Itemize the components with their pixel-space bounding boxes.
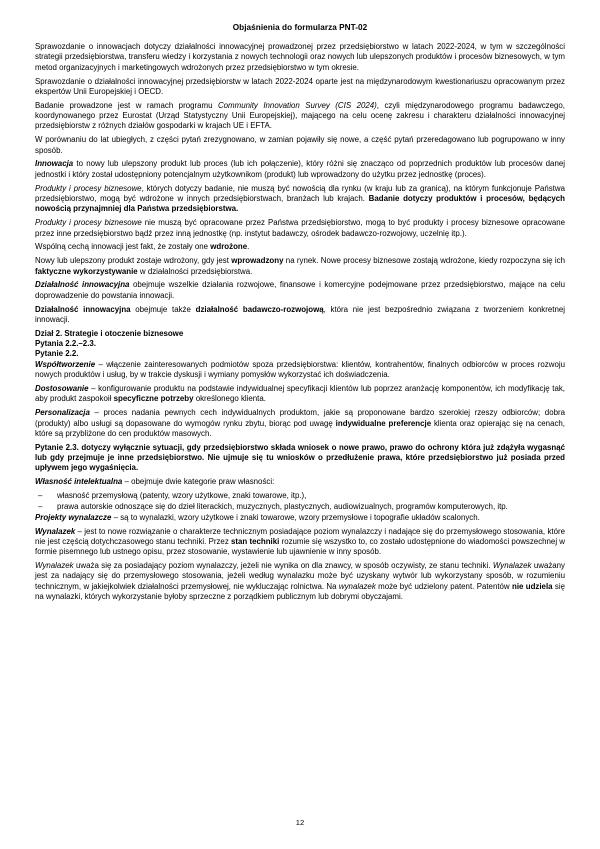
section-heading-dzial-2: Dział 2. Strategie i otoczenie biznesowe	[35, 328, 184, 338]
text-c: klienta oraz opierając się na cenach, które są przybliżone do cen produktów masowych.	[35, 418, 565, 438]
term-wspoltworzenie: Współtworzenie	[35, 359, 96, 369]
text-c: rozumie się wszystko to, co zostało udostępnione do wiadomości powszechnej w formie pisemnego lub ustnego opisu, przez stosowanie, wystawienie lub ujawnienie w inny sposób.	[35, 536, 566, 557]
term-innowacja: Innowacja	[35, 159, 74, 169]
page-number: 12	[295, 818, 305, 827]
definition-produkty-1	[35, 184, 565, 215]
emphasis-badawczo-rozwojowa: działalność badawczo-rozwojową	[195, 304, 324, 314]
term-personalizacja: Personalizacja	[35, 408, 90, 418]
emphasis-badanie-dotyczy: Badanie dotyczy produktów i procesów, będących nowością przynajmniej dla Państwa przedsiębiorstwa.	[35, 193, 565, 214]
paragraph-intro-4	[35, 135, 565, 156]
emphasis-faktyczne-wykorzystywanie: faktyczne wykorzystywanie	[35, 266, 138, 276]
definition-dzialalnosc-2	[35, 305, 565, 326]
emphasis-stan-techniki: stan techniki	[231, 536, 280, 546]
text-c: , która nie jest bezpośrednio związana z tworzeniem konkretnej innowacji.	[35, 304, 565, 324]
text-e: się na wynalazki, których wykorzystanie byłoby sprzeczne z porządkiem publicznym lub dobrymi obyczajami.	[35, 581, 566, 602]
dash-bullet-icon: –	[38, 501, 43, 511]
emphasis-wprowadzony: wprowadzony	[231, 256, 284, 266]
paragraph-wdrozenie	[35, 256, 565, 277]
questions-range-label: Pytania 2.2.–2.3.	[35, 339, 96, 349]
definition-wlasnosc-intelektualna	[35, 477, 565, 487]
dash-bullet-icon: –	[38, 491, 43, 501]
question-23-note	[35, 443, 565, 474]
definition-personalizacja	[35, 408, 565, 439]
term-produkty-procesy: Produkty i procesy biznesowe	[35, 183, 142, 193]
definition-text: – włączenie zainteresowanych podmiotów spoza przedsiębiorstwa: klientów, kontrahentów, finalnych odbiorców w proces rozwoju nowych produktów i usług, by w trakcie dyskusji i wymiany pomysłów wykorzystać ich doświadczenia.	[35, 359, 565, 380]
definition-text: nie muszą być opracowane przez Państwa przedsiębiorstwo, mogą to być produkty i procesy biznesowe opracowane przez inne przedsiębiorstwo bądź przez inną jednostkę (np. instytut badawczy, ośrodek badawczo-rozwojowy, uczelnię itp.).	[35, 218, 565, 238]
term-wlasnosc-intelektualna: Własność intelektualna	[35, 477, 123, 487]
definition-produkty-2	[35, 218, 565, 239]
program-name-italic: Community Innovation Survey (CIS 2024)	[217, 100, 377, 110]
emphasis-specyficzne-potrzeby: specyficzne potrzeby	[113, 394, 194, 404]
text-c: .	[247, 242, 250, 252]
definition-text: – są to wynalazki, wzory użytkowe i znaki towarowe, wzory przemysłowe i topografie układów scalonych.	[111, 512, 480, 522]
term-produkty-procesy: Produkty i procesy biznesowe	[35, 218, 142, 228]
list-item-label: własność przemysłową (patenty, wzory użytkowe, znaki towarowe, itp.),	[57, 491, 307, 501]
text-c: na rynek. Nowe procesy biznesowe zostają wdrożone, kiedy rozpoczyna się ich	[283, 256, 565, 266]
emphasis-nie-udziela: nie udziela	[512, 581, 553, 591]
text-a: – jest to nowe rozwiązanie o charakterze technicznym posiadające poziom wynalazczy i nadające się do przemysłowego stosowania, które nie jest częścią dotychczasowego stanu techniki. Przez	[35, 526, 565, 546]
text-a: Nowy lub ulepszony produkt zostaje wdrożony, gdy jest	[35, 256, 232, 266]
term-dzialalnosc-innowacyjna: Działalność innowacyjna	[35, 280, 130, 290]
paragraph-wspolna-cecha	[35, 242, 565, 252]
list-item	[35, 502, 565, 512]
term-wynalazek-italic: wynalazek	[338, 581, 376, 591]
term-wynalazek-italic: Wynalazek	[492, 561, 532, 571]
question-23-text: Pytanie 2.3. dotyczy wyłącznie sytuacji, gdy przedsiębiorstwo składa wniosek o nowe prawo, prawo do ochrony która już zdążyła wygasnąć lub gdy przejmuje je inne przedsiębiorstwo. Nie ujmuje się tu wniosków o przedłużenie prawa, które przedsiębiorstwo już posiada przed upływem jego wygaśnięcia.	[35, 442, 565, 473]
definition-text: to nowy lub ulepszony produkt lub proces (lub ich połączenie), który różni się znacząco od poprzednich produktów lub procesów danej jednostki i który został udostępniony potencjalnym użytkownikom (produkt) lub wprowadzony do użytku przez jednostkę (proces).	[35, 159, 565, 179]
paragraph-intro-3	[35, 101, 565, 132]
paragraph-intro-1	[35, 42, 565, 73]
text-a: Wspólną cechą innowacji jest fakt, że zostały one	[35, 242, 211, 252]
emphasis-wdrozone: wdrożone	[210, 242, 248, 252]
paragraph-text: Sprawozdanie o innowacjach dotyczy działalności innowacyjnej prowadzonej przez przedsiębiorstwo w latach 2022-2024, w tym w szczególności strategii przedsiębiorstwa, transferu wiedzy i korzystania z nowych technologii oraz nowych lub ulepszonych produktów i procesów biznesowych, w tym metod organizacyjnych i marketingowych wdrożonych przez przedsiębiorstwo w tym okresie.	[35, 42, 565, 72]
text-a: uważa się za posiadający poziom wynalazczy, jeżeli nie wynika on dla znawcy, w sposób oczywisty, ze stanu techniki.	[73, 561, 493, 571]
definition-text: obejmuje wszelkie działania rozwojowe, finansowe i komercyjne podejmowane przez przedsiębiorstwo, mające na celu doprowadzenie do powstania innowacji.	[35, 280, 565, 300]
text-c: może być udzielony patent. Patentów	[375, 581, 512, 591]
definition-dostosowanie	[35, 384, 565, 405]
term-wynalazek: Wynalazek	[35, 526, 76, 536]
definition-wspoltworzenie	[35, 360, 565, 381]
definition-text: – obejmuje dwie kategorie praw własności:	[122, 477, 275, 487]
paragraph-text-c: , czyli międzynarodowego programu badawczego, koordynowanego przez Eurostat (Urząd Statystyczny Unii Europejskiej), mającego na celu ocenę zakresu i charakteru działalności innowacyjnej przedsiębiorstw z różnych działów gospodarki w krajach UE i EFTA.	[35, 100, 565, 131]
question-22-label: Pytanie 2.2.	[35, 349, 79, 359]
term-dzialalnosc-innowacyjna: Działalność innowacyjna	[35, 304, 131, 314]
paragraph-intro-2	[35, 77, 565, 98]
term-projekty-wynalazcze: Projekty wynalazcze	[35, 512, 112, 522]
page-title: Objaśnienia do formularza PNT-02	[232, 23, 368, 32]
definition-wynalazek-2	[35, 561, 565, 602]
definition-text: , których dotyczy badanie, nie muszą być nowością dla rynku (w kraju lub za granicą), na którym funkcjonuje Państwa przedsiębiorstwo, mogą być wdrożone w innych przedsiębiorstwach, branżach lub krajach.	[35, 183, 565, 203]
definition-wynalazek-1	[35, 527, 565, 558]
text-e: w działalności przedsiębiorstwa.	[137, 266, 253, 276]
emphasis-indywidualne-preferencje: indywidualne preferencje	[335, 418, 432, 428]
list-item-label: prawa autorskie odnoszące się do dzieł literackich, muzycznych, plastycznych, audiowizualnych, programów komputerowych, itp.	[57, 501, 508, 511]
definition-dzialalnosc-1	[35, 280, 565, 301]
term-dostosowanie: Dostosowanie	[35, 383, 89, 393]
definition-innowacja	[35, 159, 565, 180]
ip-categories-list	[35, 491, 565, 512]
text-a: obejmuje także	[130, 304, 196, 314]
text-a: – proces nadania pewnych cech indywidualnych produktom, jakie są proponowane bardzo szerokiej rzeszy odbiorców; dobra (produkty) albo usługi są dopasowane do wymogów rynku zbytu, biorąc pod uwagę	[35, 408, 565, 428]
text-b: uważany jest za nadający się do przemysłowego stosowania, jeżeli według wynalazku może być uzyskany wytwór lub wykorzystany sposób, w rozumieniu technicznym, w jakiejkolwiek działalności przemysłowej, nie wykluczając rolnictwa. Na	[35, 561, 566, 591]
text-a: – konfigurowanie produktu na podstawie indywidualnej specyfikacji klientów lub poprzez aranżację komponentów, ich modyfikację tak, aby produkt zaspokoił	[35, 383, 565, 404]
term-wynalazek-italic: Wynalazek	[35, 561, 74, 571]
paragraph-text: W porównaniu do lat ubiegłych, z części pytań zrezygnowano, w zamian pojawiły się nowe, a część pytań przeredagowano lub pogrupowano w inny sposób.	[35, 135, 565, 155]
text-c: określonego klienta.	[193, 394, 266, 404]
list-item	[35, 491, 565, 501]
paragraph-text-a: Badanie prowadzone jest w ramach programu	[35, 100, 218, 110]
definition-projekty-wynalazcze	[35, 513, 565, 523]
paragraph-text: Sprawozdanie o działalności innowacyjnej przedsiębiorstw w latach 2022-2024 oparte jest na międzynarodowym kwestionariuszu opracowanym przez ekspertów Unii Europejskiej i OECD.	[35, 76, 565, 96]
